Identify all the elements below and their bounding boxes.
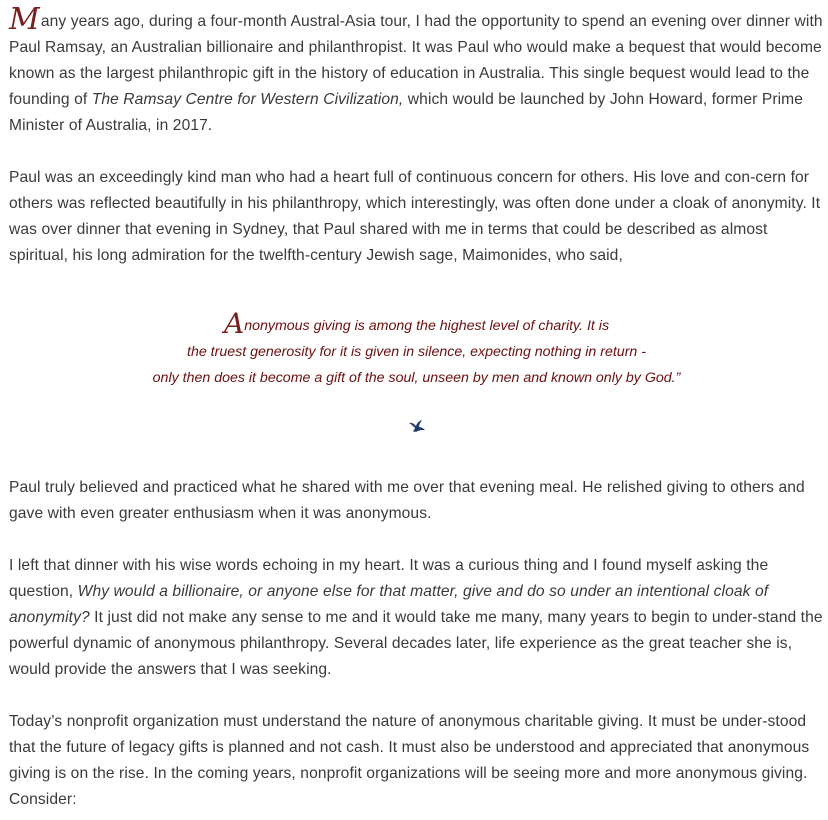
paragraph-maimonides: Paul was an exceedingly kind man who had a heart full of continuous concern for others. His love and con-cern for others was reflected beautifully in his philanthropy, which interestingly, was often done under a cloak of anonymity. It was over dinner that evening in Sydney, that Paul shared with me in terms that could be described as almost spiritual, his long admiration for the twelfth-century Jewish sage, Maimonides, who said,	[9, 169, 821, 264]
section-ornament	[9, 419, 824, 447]
paragraph-text: which would be launched by John Howard, former Prime Minister of Australia, in 2017.	[9, 91, 804, 134]
italic-title: The Ramsay Centre for Western Civilization,	[91, 91, 404, 108]
drop-cap: M	[9, 2, 40, 37]
paragraph-text: It just did not make any sense to me and it would take me many, many years to begin to under-stand the powerful dynamic of anonymous philanthropy. Several decades later, life experience as the great teacher she is, would provide the answers that I was seeking.	[9, 609, 823, 678]
paragraph-belief: Paul truly believed and practiced what he shared with me over that evening meal. He relished giving to others and gave with even greater enthusiasm when it was anonymous.	[9, 479, 805, 522]
paragraph-text: I left that dinner with his wise words echoing in my heart. It was a curious thing and I found myself asking the question,	[9, 557, 769, 600]
paragraph-text: any years ago, during a four-month Austral-Asia tour, I had the opportunity to spend an evening over dinner with Paul Ramsay, an Australian billionaire and philanthropist. It was Paul who would make a bequest that would become known as the largest philanthropic gift in the history of education in Australia. This single bequest would lead to the founding of	[9, 13, 823, 108]
article	[9, 0, 824, 813]
quote-line-3: only then does it become a gift of the soul, unseen by men and known only by God.”	[152, 370, 681, 386]
paragraph-question	[9, 553, 824, 683]
pull-quote	[9, 307, 824, 391]
quote-line-1	[9, 307, 824, 340]
paragraph-nonprofit: Today’s nonprofit organization must understand the nature of anonymous charitable giving. It must be under-stood that the future of legacy gifts is planned and not cash. It must also be understood and appreciated that anonymous giving is on the rise. In the coming years, nonprofit organizations will be seeing more and more anonymous giving. Consider:	[9, 713, 810, 808]
bird-icon	[408, 419, 426, 433]
paragraph-intro	[9, 0, 824, 139]
quote-line-2: the truest generosity for it is given in silence, expecting nothing in return -	[187, 344, 646, 360]
italic-question: Why would a billionaire, or anyone else for that matter, give and do so under an intentional cloak of anonymity?	[9, 583, 769, 626]
quote-drop-cap: A	[223, 307, 245, 340]
quote-text: nonymous giving is among the highest level of charity. It is	[244, 318, 610, 334]
